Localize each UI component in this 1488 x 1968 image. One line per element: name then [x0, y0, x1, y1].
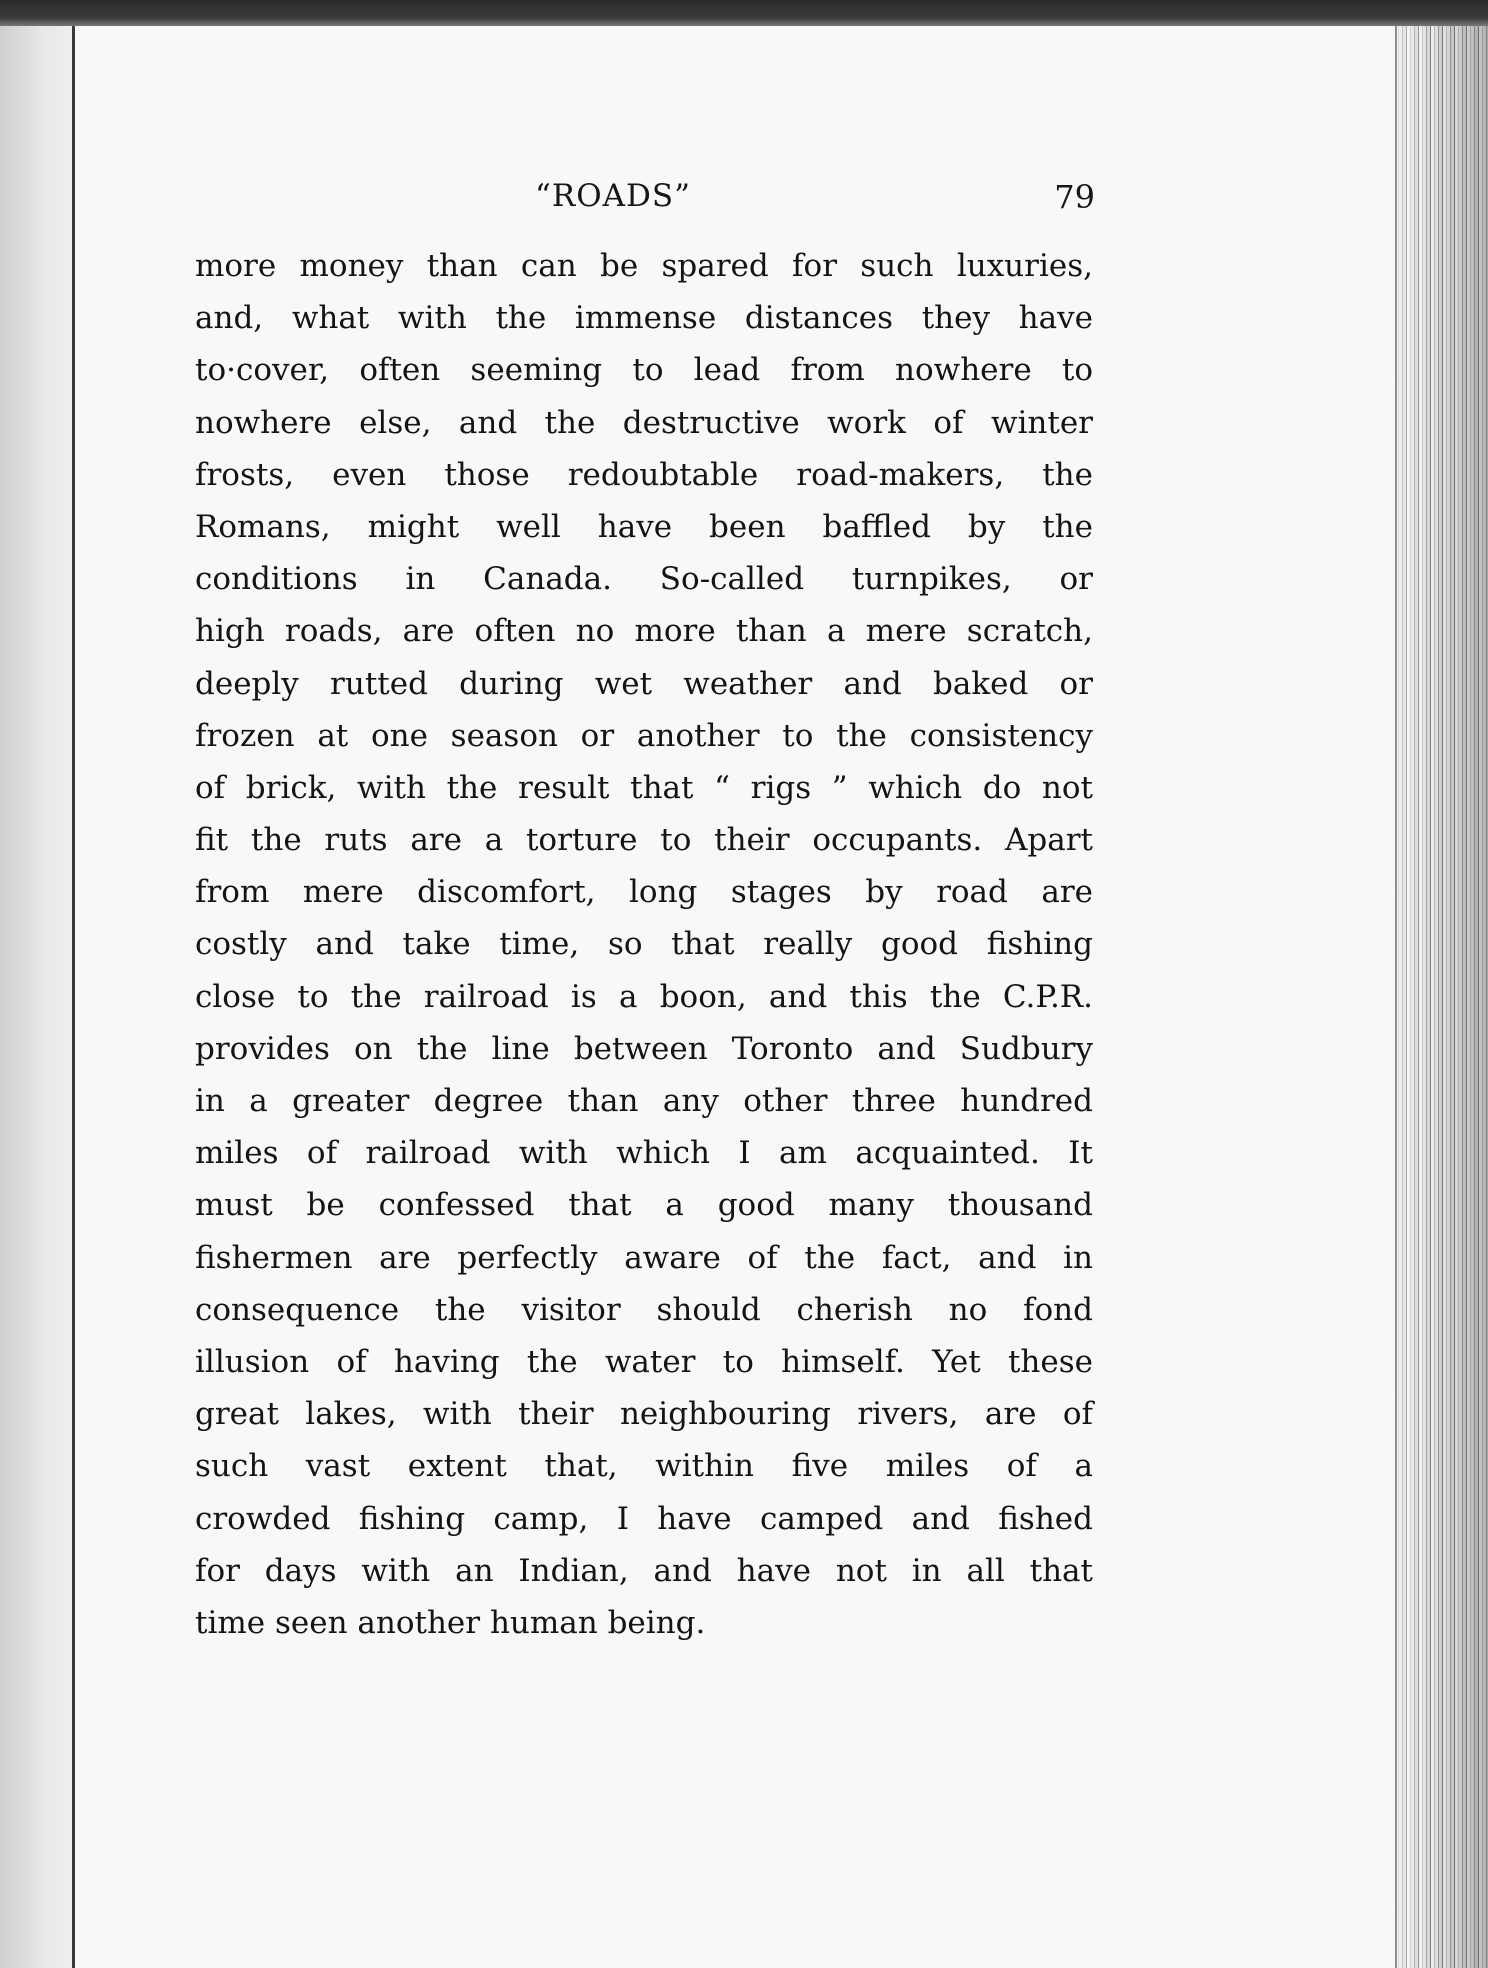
text-line: from mere discomfort, long stages by road are	[195, 874, 1093, 911]
text-line: in a greater degree than any other three hundred	[195, 1083, 1093, 1119]
text-line: conditions in Canada. So-called turnpikes, or	[195, 561, 1093, 598]
text-line: costly and take time, so that really good fishing	[195, 926, 1093, 963]
text-line: frosts, even those redoubtable road-makers, the	[195, 456, 1093, 493]
book-fore-edge-shade	[1395, 26, 1488, 1968]
text-line: and, what with the immense distances they have	[195, 300, 1093, 337]
scan-top-border	[0, 0, 1488, 26]
text-line: to·cover, often seeming to lead from nowhere to	[195, 352, 1093, 389]
text-line: of brick, with the result that “ rigs ” which do not	[195, 769, 1093, 806]
text-line: nowhere else, and the destructive work of winter	[195, 404, 1093, 441]
running-head	[195, 174, 1095, 230]
text-line: miles of railroad with which I am acquainted. It	[195, 1135, 1093, 1172]
text-line: high roads, are often no more than a mere scratch,	[195, 613, 1093, 650]
left-page-gutter	[0, 26, 72, 1968]
text-line: close to the railroad is a boon, and this the C.P.R.	[195, 978, 1093, 1015]
text-line: must be confessed that a good many thousand	[195, 1187, 1093, 1224]
text-line-last: time seen another human being.	[195, 1604, 706, 1641]
text-line: provides on the line between Toronto and Sudbury	[195, 1030, 1093, 1067]
text-line: crowded fishing camp, I have camped and fished	[195, 1500, 1093, 1537]
text-line: for days with an Indian, and have not in all that	[195, 1552, 1093, 1589]
text-line: frozen at one season or another to the consistency	[195, 717, 1093, 754]
page-number: 79	[1054, 178, 1095, 216]
right-page-edge	[1395, 26, 1397, 1968]
text-line: Romans, might well have been baffled by the	[195, 508, 1093, 545]
text-line: such vast extent that, within five miles of a	[195, 1448, 1093, 1485]
text-line: more money than can be spared for such luxuries,	[195, 248, 1093, 284]
text-line: consequence the visitor should cherish no fond	[195, 1291, 1093, 1328]
text-line: deeply rutted during wet weather and baked or	[195, 665, 1093, 702]
text-line: fit the ruts are a torture to their occupants. Apart	[195, 822, 1093, 859]
text-line: fishermen are perfectly aware of the fact, and in	[195, 1239, 1093, 1276]
body-text	[195, 240, 1093, 1649]
text-line: illusion of having the water to himself. Yet these	[195, 1343, 1093, 1380]
text-line: great lakes, with their neighbouring rivers, are of	[195, 1396, 1093, 1433]
running-title: “ROADS”	[535, 178, 691, 214]
